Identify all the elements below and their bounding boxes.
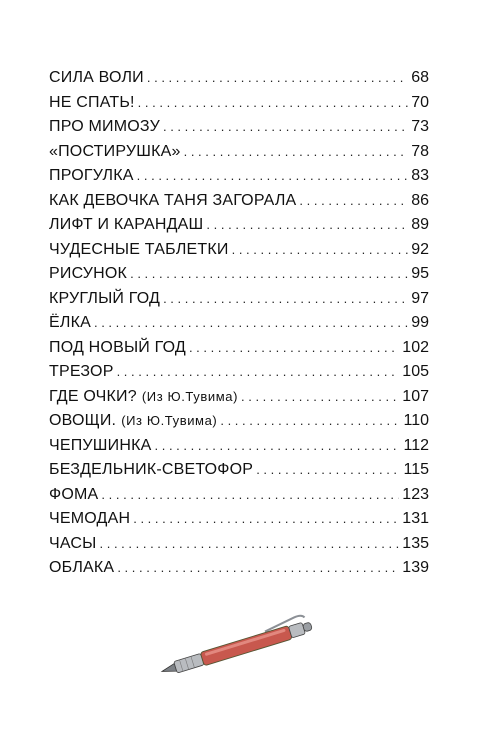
toc-leader-dots [94,311,408,336]
toc-entry-note: (Из Ю.Тувима) [141,388,238,404]
toc-leader-dots [184,140,409,165]
toc-entry[interactable] [49,458,429,483]
toc-entry[interactable] [49,66,429,91]
toc-entry[interactable] [49,262,429,287]
toc-entry[interactable] [49,164,429,189]
toc-entry-page: 78 [411,142,429,160]
toc-entry-page: 86 [411,191,429,209]
toc-entry[interactable] [49,336,429,361]
toc-entry[interactable] [49,91,429,116]
toc-entry-title: ТРЕЗОР [49,363,114,380]
toc-leader-dots [117,556,399,581]
toc-entry-title: БЕЗДЕЛЬНИК-СВЕТОФОР [49,461,254,478]
toc-entry-title: ЧЕМОДАН [49,510,131,527]
toc-entry-title: КАК ДЕВОЧКА ТАНЯ ЗАГОРАЛА [49,191,297,209]
toc-entry-page: 73 [411,118,429,135]
toc-entry[interactable] [49,434,429,459]
toc-entry-title: КРУГЛЫЙ ГОД [49,289,161,307]
toc-leader-dots [299,189,408,214]
toc-entry[interactable] [49,532,429,557]
toc-leader-dots [133,507,399,532]
ballpoint-pen-icon [150,600,340,680]
toc-entry-page: 99 [411,314,429,331]
toc-leader-dots [138,91,409,116]
toc-entry[interactable] [49,556,429,581]
toc-entry-page: 139 [402,559,429,576]
toc-entry-title: ПРО МИМОЗУ [49,118,160,135]
toc-entry-title: РИСУНОК [49,265,128,282]
toc-entry-title: НЕ СПАТЬ! [49,93,135,111]
toc-leader-dots [163,287,408,312]
toc-entry-page: 97 [411,289,429,307]
toc-entry-page: 123 [402,485,429,503]
toc-entry[interactable] [49,115,429,140]
toc-entry-title: ПРОГУЛКА [49,167,134,184]
toc-leader-dots [189,336,399,361]
toc-entry-page: 131 [402,510,429,527]
toc-leader-dots [206,213,408,238]
toc-entry-title: СИЛА ВОЛИ [49,69,144,86]
toc-leader-dots [155,434,401,459]
toc-entry-title: ПОД НОВЫЙ ГОД [49,338,186,356]
toc-entry-title: ЧАСЫ [49,534,97,552]
toc-entry-title: ЧУДЕСНЫЕ ТАБЛЕТКИ [49,240,229,258]
toc-entry-title: ЛИФТ И КАРАНДАШ [49,216,204,233]
toc-entry[interactable] [49,140,429,165]
toc-entry-page: 70 [411,93,429,111]
toc-entry[interactable] [49,360,429,385]
toc-leader-dots [256,458,400,483]
toc-entry[interactable] [49,483,429,508]
toc-leader-dots [137,164,409,189]
toc-leader-dots [101,483,399,508]
toc-entry-page: 105 [402,363,429,380]
toc-entry[interactable] [49,213,429,238]
toc-leader-dots [147,66,408,91]
toc-entry-page: 89 [411,216,429,233]
toc-entry-title: «ПОСТИРУШКА» [49,142,181,160]
toc-entry-title: ЁЛКА [49,314,91,331]
toc-leader-dots [117,360,400,385]
toc-entry-note: (Из Ю.Тувима) [121,413,218,428]
toc-entry-title: ЧЕПУШИНКА [49,436,152,454]
toc-leader-dots [232,238,409,263]
toc-entry-page: 115 [403,461,429,478]
toc-leader-dots [220,409,400,434]
toc-entry[interactable] [49,385,429,410]
table-of-contents [49,66,429,581]
toc-entry-page: 135 [402,534,429,552]
toc-entry-title: ГДЕ ОЧКИ? [49,387,137,405]
toc-entry-page: 68 [411,69,429,86]
toc-leader-dots [130,262,408,287]
toc-leader-dots [163,115,408,140]
toc-entry[interactable] [49,409,429,434]
toc-leader-dots [100,532,400,557]
toc-entry-page: 107 [402,387,429,405]
toc-leader-dots [241,385,399,410]
toc-entry-title: ФОМА [49,485,99,503]
toc-entry-page: 92 [411,240,429,258]
toc-entry-page: 112 [403,436,429,454]
toc-entry[interactable] [49,311,429,336]
toc-entry-title: ОВОЩИ. [49,412,117,429]
toc-entry-title: ОБЛАКА [49,559,115,576]
toc-entry[interactable] [49,507,429,532]
toc-entry-page: 95 [411,265,429,282]
toc-entry-page: 83 [411,167,429,184]
toc-entry[interactable] [49,189,429,214]
toc-entry-page: 110 [403,412,429,429]
toc-entry[interactable] [49,238,429,263]
toc-entry[interactable] [49,287,429,312]
toc-entry-page: 102 [402,338,429,356]
